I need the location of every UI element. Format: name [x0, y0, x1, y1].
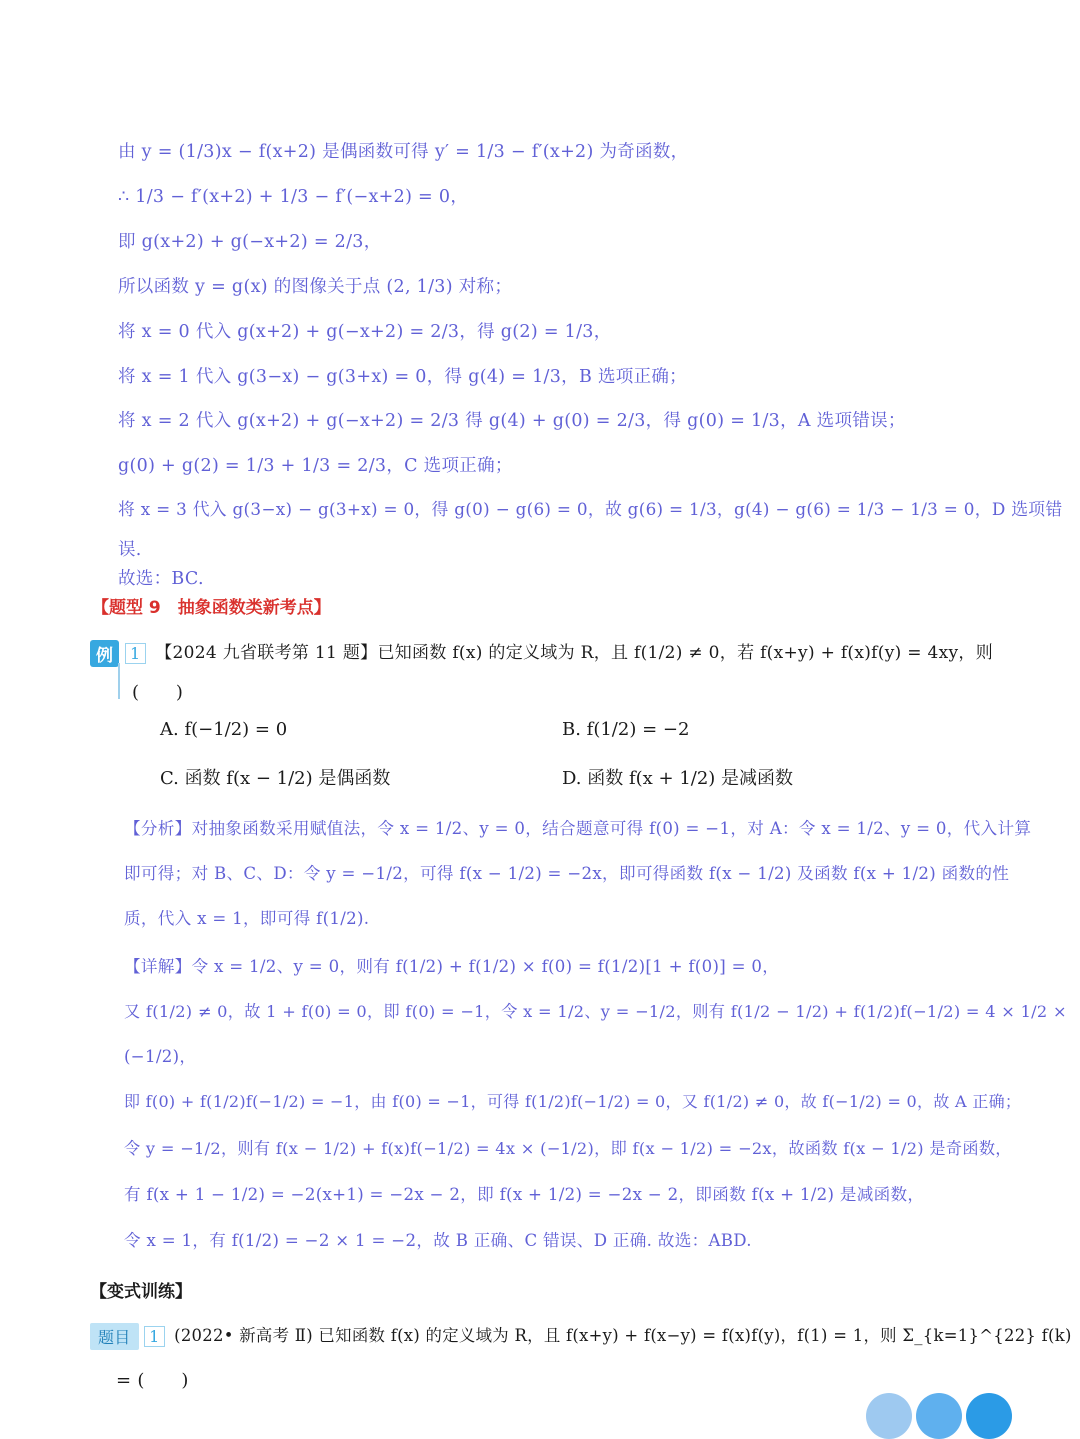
option-a: A. f(−1/2) = 0 [160, 719, 288, 740]
solution-line: 将 x = 0 代入 g(x+2) + g(−x+2) = 2/3，得 g(2) = 1/3， [118, 322, 612, 342]
solution-line: 所以函数 y = g(x) 的图像关于点 (2, 1/3) 对称； [118, 277, 513, 297]
solution-line: 将 x = 2 代入 g(x+2) + g(−x+2) = 2/3 得 g(4) + g(0) = 2/3，得 g(0) = 1/3，A 选项错误； [118, 411, 906, 431]
example-number: 1 [125, 643, 145, 664]
detail-line: 令 y = −1/2，则有 f(x − 1/2) + f(x)f(−1/2) = 4x × (−1/2)，即 f(x − 1/2) = −2x，故函数 f(x − 1/2) 是奇函数， [124, 1139, 1012, 1158]
section-heading: 【题型 9 抽象函数类新考点】 [92, 598, 331, 618]
solution-line: 将 x = 1 代入 g(3−x) − g(3+x) = 0，得 g(4) = 1/3，B 选项正确； [118, 367, 687, 387]
problem-tag: 题目 [90, 1323, 139, 1350]
solution-line: 误. [118, 540, 142, 560]
solution-line: 将 x = 3 代入 g(3−x) − g(3+x) = 0，得 g(0) − g(6) = 0，故 g(6) = 1/3，g(4) − g(6) = 1/3 − 1/3 = 0，D 选项错 [118, 499, 1063, 519]
analysis-line: 质，代入 x = 1，即可得 f(1/2). [124, 909, 370, 928]
example-blank: ( ) [132, 682, 184, 703]
problem-stem: (2022• 新高考 Ⅱ) 已知函数 f(x) 的定义域为 R，且 f(x+y) + f(x−y) = f(x)f(y)，f(1) = 1，则 Σ_{k=1}^{22} f(k) [174, 1326, 1072, 1345]
detail-line: (−1/2)， [124, 1047, 197, 1066]
detail-line: 【详解】令 x = 1/2、y = 0，则有 f(1/2) + f(1/2) × f(0) = f(1/2)[1 + f(0)] = 0， [124, 957, 780, 976]
solution-line: 由 y = (1/3)x − f(x+2) 是偶函数可得 y′ = 1/3 − f′(x+2) 为奇函数， [118, 142, 689, 162]
option-d: D. 函数 f(x + 1/2) 是减函数 [562, 768, 794, 789]
decor-circle [966, 1393, 1012, 1439]
variant-heading: 【变式训练】 [90, 1282, 192, 1302]
detail-line: 令 x = 1，有 f(1/2) = −2 × 1 = −2，故 B 正确、C 错误、D 正确. 故选：ABD. [124, 1231, 752, 1250]
option-b: B. f(1/2) = −2 [562, 719, 690, 740]
solution-line: ∴ 1/3 − f′(x+2) + 1/3 − f′(−x+2) = 0， [118, 187, 469, 207]
example-stem: 【2024 九省联考第 11 题】已知函数 f(x) 的定义域为 R，且 f(1/2) ≠ 0，若 f(x+y) + f(x)f(y) = 4xy，则 [155, 643, 993, 663]
decor-circle [866, 1393, 912, 1439]
detail-line: 即 f(0) + f(1/2)f(−1/2) = −1，由 f(0) = −1，可得 f(1/2)f(−1/2) = 0，又 f(1/2) ≠ 0，故 f(−1/2) = 0，故 A 正确； [124, 1092, 1022, 1111]
example-bar [118, 663, 120, 699]
solution-line: 即 g(x+2) + g(−x+2) = 2/3， [118, 232, 382, 252]
option-c: C. 函数 f(x − 1/2) 是偶函数 [160, 768, 391, 789]
problem-blank: = ( ) [116, 1370, 189, 1391]
analysis-line: 即可得；对 B、C、D：令 y = −1/2，可得 f(x − 1/2) = −2x，即可得函数 f(x − 1/2) 及函数 f(x + 1/2) 函数的性 [124, 864, 1010, 883]
example-question-line [90, 638, 993, 667]
example-tag: 例 [90, 640, 119, 667]
solution-answer: 故选：BC. [118, 569, 204, 589]
detail-line: 又 f(1/2) ≠ 0，故 1 + f(0) = 0，即 f(0) = −1，令 x = 1/2、y = −1/2，则有 f(1/2 − 1/2) + f(1/2)f(−1/2) = 4 × 1/2 × [124, 1002, 1067, 1021]
problem-number: 1 [144, 1326, 164, 1347]
analysis-line: 【分析】对抽象函数采用赋值法，令 x = 1/2、y = 0，结合题意可得 f(0) = −1，对 A：令 x = 1/2、y = 0，代入计算 [124, 819, 1032, 838]
decor-circle [916, 1393, 962, 1439]
solution-line: g(0) + g(2) = 1/3 + 1/3 = 2/3，C 选项正确； [118, 456, 513, 476]
detail-line: 有 f(x + 1 − 1/2) = −2(x+1) = −2x − 2，即 f(x + 1/2) = −2x − 2，即函数 f(x + 1/2) 是减函数， [124, 1185, 925, 1204]
problem-line [90, 1322, 1072, 1350]
